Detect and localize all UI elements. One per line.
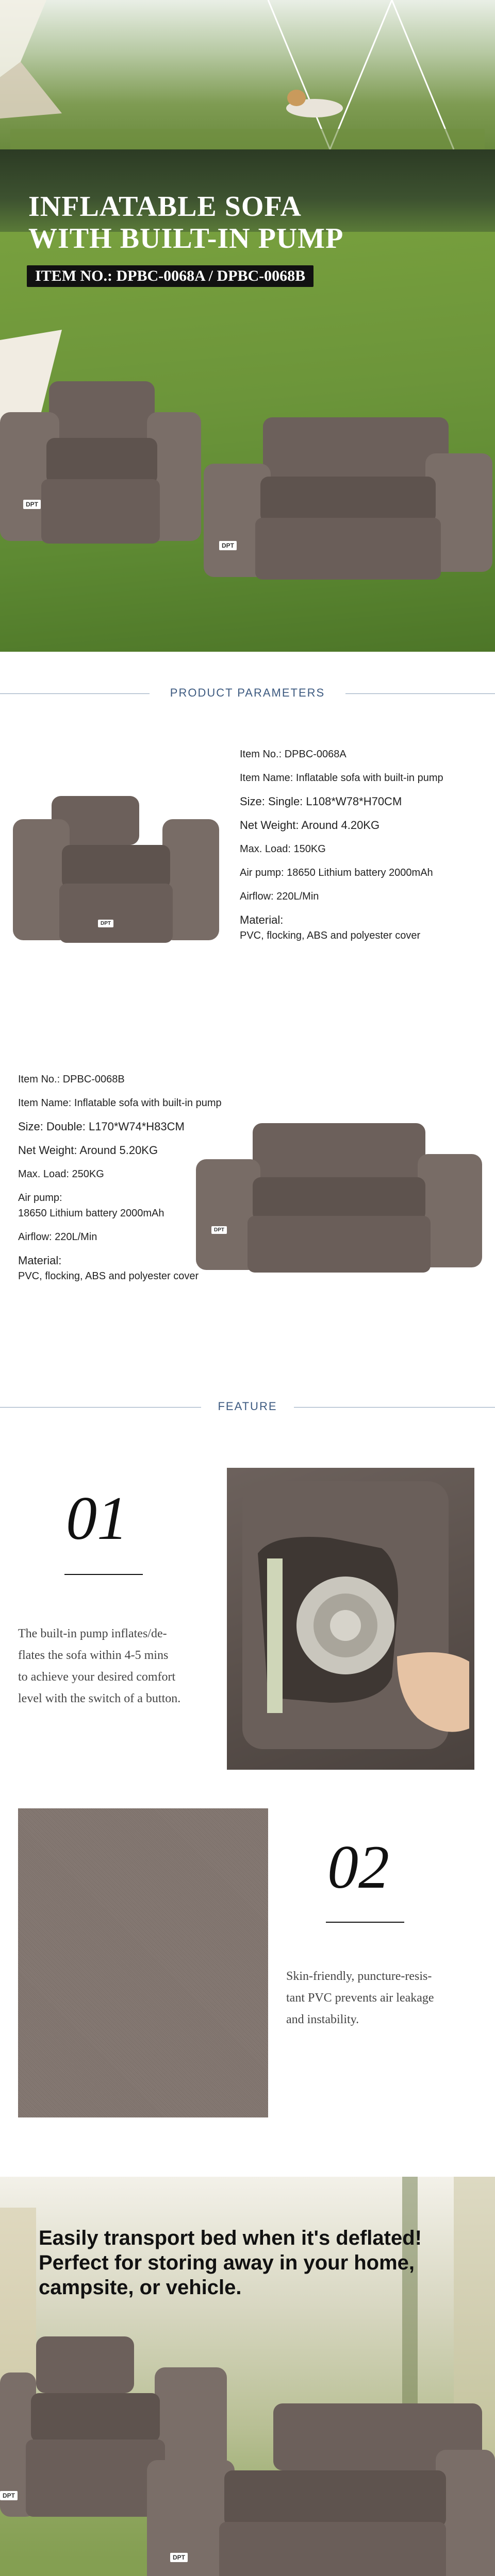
- param-air-pump-label: Air pump:: [18, 1192, 62, 1204]
- single-sofa-parameters: [240, 748, 443, 953]
- section-title: PRODUCT PARAMETERS: [163, 686, 332, 699]
- built-in-pump-photo: [227, 1461, 474, 1770]
- feature-line: tant PVC prevents air leakage: [286, 1991, 434, 2005]
- double-sofa-image: [204, 417, 492, 582]
- param-material-label: Material:: [240, 913, 284, 926]
- param-item-no: Item No.: DPBC-0068B: [18, 1074, 125, 1085]
- feature-number-01: 01: [66, 1484, 128, 1552]
- bottom-tagline: [39, 2226, 422, 2300]
- param-material: [240, 914, 443, 942]
- param-max-load: Max. Load: 150KG: [240, 843, 326, 855]
- hero-item-number-badge: ITEM NO.: DPBC-0068A / DPBC-0068B: [27, 265, 314, 287]
- feature-number-02: 02: [327, 1833, 389, 1901]
- param-net-weight: Net Weight: Around 4.20KG: [240, 819, 380, 832]
- param-airflow: Airflow: 220L/Min: [240, 891, 319, 902]
- pump-illustration: [227, 1461, 474, 1770]
- param-max-load: Max. Load: 250KG: [18, 1168, 104, 1180]
- section-title: FEATURE: [210, 1400, 284, 1413]
- param-material-label: Material:: [18, 1254, 62, 1267]
- brand-logo: DPT: [23, 500, 41, 509]
- param-material: [18, 1255, 222, 1282]
- feature-heading: [0, 1400, 495, 1415]
- tagline-line: Easily transport bed when it's deflated!: [39, 2227, 422, 2249]
- hero-banner: [0, 0, 495, 652]
- tent-lines-graphic: [0, 0, 495, 149]
- param-air-pump: Air pump: 18650 Lithium battery 2000mAh: [240, 867, 433, 878]
- param-item-no: Item No.: DPBC-0068A: [240, 749, 346, 760]
- param-item-name: Item Name: Inflatable sofa with built-in pump: [240, 772, 443, 784]
- product-parameters-heading: [0, 686, 495, 702]
- tagline-line: Perfect for storing away in your home,: [39, 2251, 415, 2274]
- feature-number-underline: [326, 1922, 404, 1923]
- feature-line: and instability.: [286, 2013, 359, 2026]
- hero-title-line-1: INFLATABLE SOFA: [28, 191, 302, 223]
- brand-logo: DPT: [211, 1226, 227, 1234]
- single-sofa-image: [0, 381, 201, 546]
- param-material-value: PVC, flocking, ABS and polyester cover: [240, 930, 421, 941]
- double-sofa-parameters: [18, 1073, 222, 1294]
- feature-description-02: [286, 1965, 434, 2030]
- feature-description-01: [18, 1623, 180, 1709]
- param-size: Size: Single: L108*W78*H70CM: [240, 795, 402, 808]
- param-air-pump-value: 18650 Lithium battery 2000mAh: [18, 1208, 164, 1219]
- hero-title-line-2: WITH BUILT-IN PUMP: [28, 223, 344, 255]
- param-size: Size: Double: L170*W74*H83CM: [18, 1120, 185, 1133]
- hero-title: [28, 191, 343, 255]
- brand-logo: DPT: [170, 2553, 188, 2562]
- brand-logo: DPT: [219, 541, 237, 550]
- param-air-pump: [18, 1192, 222, 1219]
- single-sofa-product-image: [13, 796, 219, 951]
- fabric-texture-photo: [18, 1808, 268, 2117]
- param-net-weight: Net Weight: Around 5.20KG: [18, 1144, 158, 1157]
- feature-line: Skin-friendly, puncture-resis-: [286, 1970, 432, 1983]
- param-item-name: Item Name: Inflatable sofa with built-in pump: [18, 1097, 222, 1109]
- hero-top-photo: [0, 0, 495, 149]
- feature-number-underline: [64, 1574, 143, 1575]
- param-airflow: Airflow: 220L/Min: [18, 1231, 97, 1243]
- param-material-value: PVC, flocking, ABS and polyester cover: [18, 1270, 199, 1282]
- brand-logo: DPT: [0, 2491, 18, 2500]
- feature-line: level with the switch of a button.: [18, 1692, 181, 1705]
- feature-line: flates the sofa within 4-5 mins: [18, 1649, 169, 1662]
- brand-logo: DPT: [98, 920, 113, 927]
- double-sofa-outdoor-image: [147, 2403, 495, 2576]
- feature-line: The built-in pump inflates/de-: [18, 1627, 167, 1640]
- double-sofa-product-image: [196, 1123, 482, 1278]
- tagline-line: campsite, or vehicle.: [39, 2276, 242, 2299]
- feature-line: to achieve your desired comfort: [18, 1670, 176, 1684]
